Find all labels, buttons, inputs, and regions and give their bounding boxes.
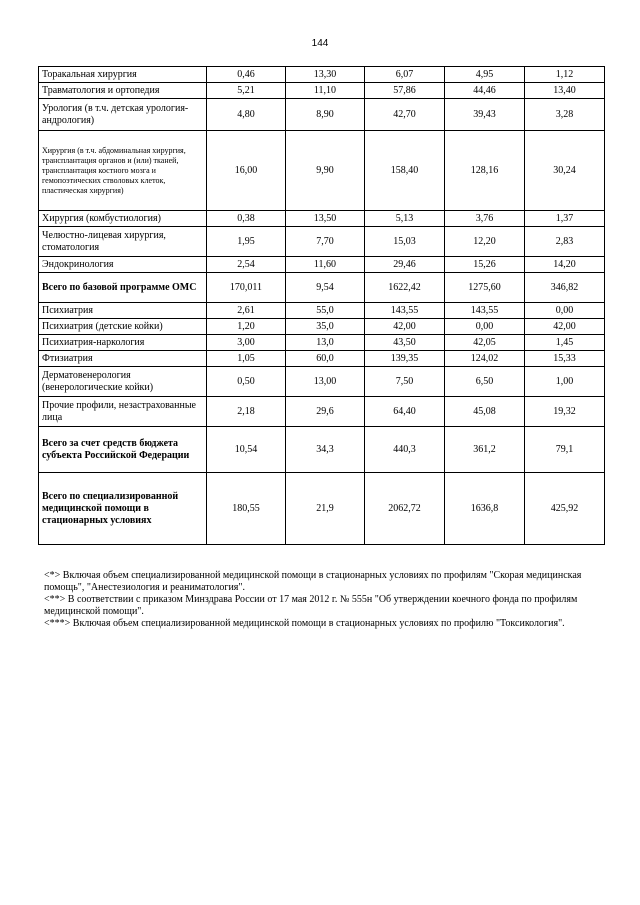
row-label: Эндокринология: [39, 257, 207, 273]
cell-value: 19,32: [525, 397, 605, 427]
cell-value: 440,3: [365, 427, 445, 473]
table-row: [39, 303, 605, 319]
table-row: [39, 131, 605, 211]
footnotes: [44, 570, 604, 630]
cell-value: 3,28: [525, 99, 605, 131]
cell-value: 1,95: [207, 227, 286, 257]
row-label: Торакальная хирургия: [39, 67, 207, 83]
table-row: [39, 351, 605, 367]
table-row: [39, 257, 605, 273]
cell-value: 79,1: [525, 427, 605, 473]
cell-value: 0,50: [207, 367, 286, 397]
cell-value: 170,011: [207, 273, 286, 303]
cell-value: 21,9: [286, 473, 365, 545]
cell-value: 6,07: [365, 67, 445, 83]
cell-value: 7,70: [286, 227, 365, 257]
row-label: Травматология и ортопедия: [39, 83, 207, 99]
cell-value: 158,40: [365, 131, 445, 211]
cell-value: 1,37: [525, 211, 605, 227]
cell-value: 0,00: [525, 303, 605, 319]
cell-value: 13,40: [525, 83, 605, 99]
page-number: 144: [311, 38, 329, 49]
table-row: [39, 473, 605, 545]
cell-value: 42,70: [365, 99, 445, 131]
cell-value: 124,02: [445, 351, 525, 367]
table-row: [39, 335, 605, 351]
data-table: [38, 66, 605, 545]
cell-value: 11,60: [286, 257, 365, 273]
cell-value: 13,30: [286, 67, 365, 83]
table-row: [39, 83, 605, 99]
cell-value: 9,90: [286, 131, 365, 211]
cell-value: 1,00: [525, 367, 605, 397]
cell-value: 0,00: [445, 319, 525, 335]
table-row: [39, 273, 605, 303]
cell-value: 44,46: [445, 83, 525, 99]
cell-value: 1622,42: [365, 273, 445, 303]
cell-value: 14,20: [525, 257, 605, 273]
table-row: [39, 67, 605, 83]
cell-value: 425,92: [525, 473, 605, 545]
cell-value: 143,55: [365, 303, 445, 319]
cell-value: 6,50: [445, 367, 525, 397]
cell-value: 34,3: [286, 427, 365, 473]
cell-value: 43,50: [365, 335, 445, 351]
table-row: [39, 397, 605, 427]
row-label: Хирургия (комбустиология): [39, 211, 207, 227]
cell-value: 128,16: [445, 131, 525, 211]
cell-value: 13,00: [286, 367, 365, 397]
cell-value: 5,21: [207, 83, 286, 99]
table-row: [39, 319, 605, 335]
cell-value: 15,03: [365, 227, 445, 257]
cell-value: 16,00: [207, 131, 286, 211]
cell-value: 139,35: [365, 351, 445, 367]
cell-value: 346,82: [525, 273, 605, 303]
cell-value: 55,0: [286, 303, 365, 319]
cell-value: 39,43: [445, 99, 525, 131]
cell-value: 2062,72: [365, 473, 445, 545]
cell-value: 2,54: [207, 257, 286, 273]
row-label: Дерматовенерология (венерологические койки): [39, 367, 207, 397]
cell-value: 1636,8: [445, 473, 525, 545]
cell-value: 0,38: [207, 211, 286, 227]
cell-value: 13,0: [286, 335, 365, 351]
cell-value: 42,05: [445, 335, 525, 351]
row-label: Хирургия (в т.ч. абдоминальная хирургия, трансплантация органов и (или) тканей, трансплантация костного мозга и гемопоэтических стволовых клеток, пластическая хирургия): [39, 131, 207, 211]
cell-value: 10,54: [207, 427, 286, 473]
cell-value: 1,05: [207, 351, 286, 367]
cell-value: 0,46: [207, 67, 286, 83]
cell-value: 60,0: [286, 351, 365, 367]
cell-value: 2,83: [525, 227, 605, 257]
footnote: <*> Включая объем специализированной медицинской помощи в стационарных условиях по профилям "Скорая медицинская помощь", "Анестезиология и реаниматология".: [44, 570, 582, 593]
cell-value: 1275,60: [445, 273, 525, 303]
cell-value: 8,90: [286, 99, 365, 131]
row-label: Всего за счет средств бюджета субъекта Российской Федерации: [39, 427, 207, 473]
cell-value: 42,00: [525, 319, 605, 335]
cell-value: 11,10: [286, 83, 365, 99]
cell-value: 15,26: [445, 257, 525, 273]
cell-value: 42,00: [365, 319, 445, 335]
row-label: Фтизиатрия: [39, 351, 207, 367]
table-row: [39, 99, 605, 131]
row-label: Прочие профили, незастрахованные лица: [39, 397, 207, 427]
cell-value: 4,80: [207, 99, 286, 131]
cell-value: 45,08: [445, 397, 525, 427]
cell-value: 180,55: [207, 473, 286, 545]
table-row: [39, 211, 605, 227]
row-label: Урология (в т.ч. детская урология-андрология): [39, 99, 207, 131]
row-label: Психиатрия-наркология: [39, 335, 207, 351]
cell-value: 2,18: [207, 397, 286, 427]
cell-value: 29,6: [286, 397, 365, 427]
cell-value: 3,76: [445, 211, 525, 227]
cell-value: 143,55: [445, 303, 525, 319]
cell-value: 361,2: [445, 427, 525, 473]
cell-value: 5,13: [365, 211, 445, 227]
cell-value: 1,45: [525, 335, 605, 351]
cell-value: 2,61: [207, 303, 286, 319]
row-label: Всего по специализированной медицинской помощи в стационарных условиях: [39, 473, 207, 545]
cell-value: 1,20: [207, 319, 286, 335]
cell-value: 35,0: [286, 319, 365, 335]
table-row: [39, 227, 605, 257]
cell-value: 30,24: [525, 131, 605, 211]
cell-value: 29,46: [365, 257, 445, 273]
cell-value: 64,40: [365, 397, 445, 427]
table-row: [39, 367, 605, 397]
cell-value: 3,00: [207, 335, 286, 351]
footnote: <***> Включая объем специализированной медицинской помощи в стационарных условиях по профилю "Токсикология".: [44, 618, 565, 629]
cell-value: 12,20: [445, 227, 525, 257]
table-row: [39, 427, 605, 473]
row-label: Челюстно-лицевая хирургия, стоматология: [39, 227, 207, 257]
cell-value: 15,33: [525, 351, 605, 367]
cell-value: 7,50: [365, 367, 445, 397]
cell-value: 13,50: [286, 211, 365, 227]
cell-value: 57,86: [365, 83, 445, 99]
footnote: <**> В соответствии с приказом Минздрава России от 17 мая 2012 г. № 555н "Об утверждении коечного фонда по профилям медицинской помощи".: [44, 594, 578, 617]
row-label: Психиатрия (детские койки): [39, 319, 207, 335]
cell-value: 1,12: [525, 67, 605, 83]
row-label: Психиатрия: [39, 303, 207, 319]
cell-value: 9,54: [286, 273, 365, 303]
row-label: Всего по базовой программе ОМС: [39, 273, 207, 303]
cell-value: 4,95: [445, 67, 525, 83]
